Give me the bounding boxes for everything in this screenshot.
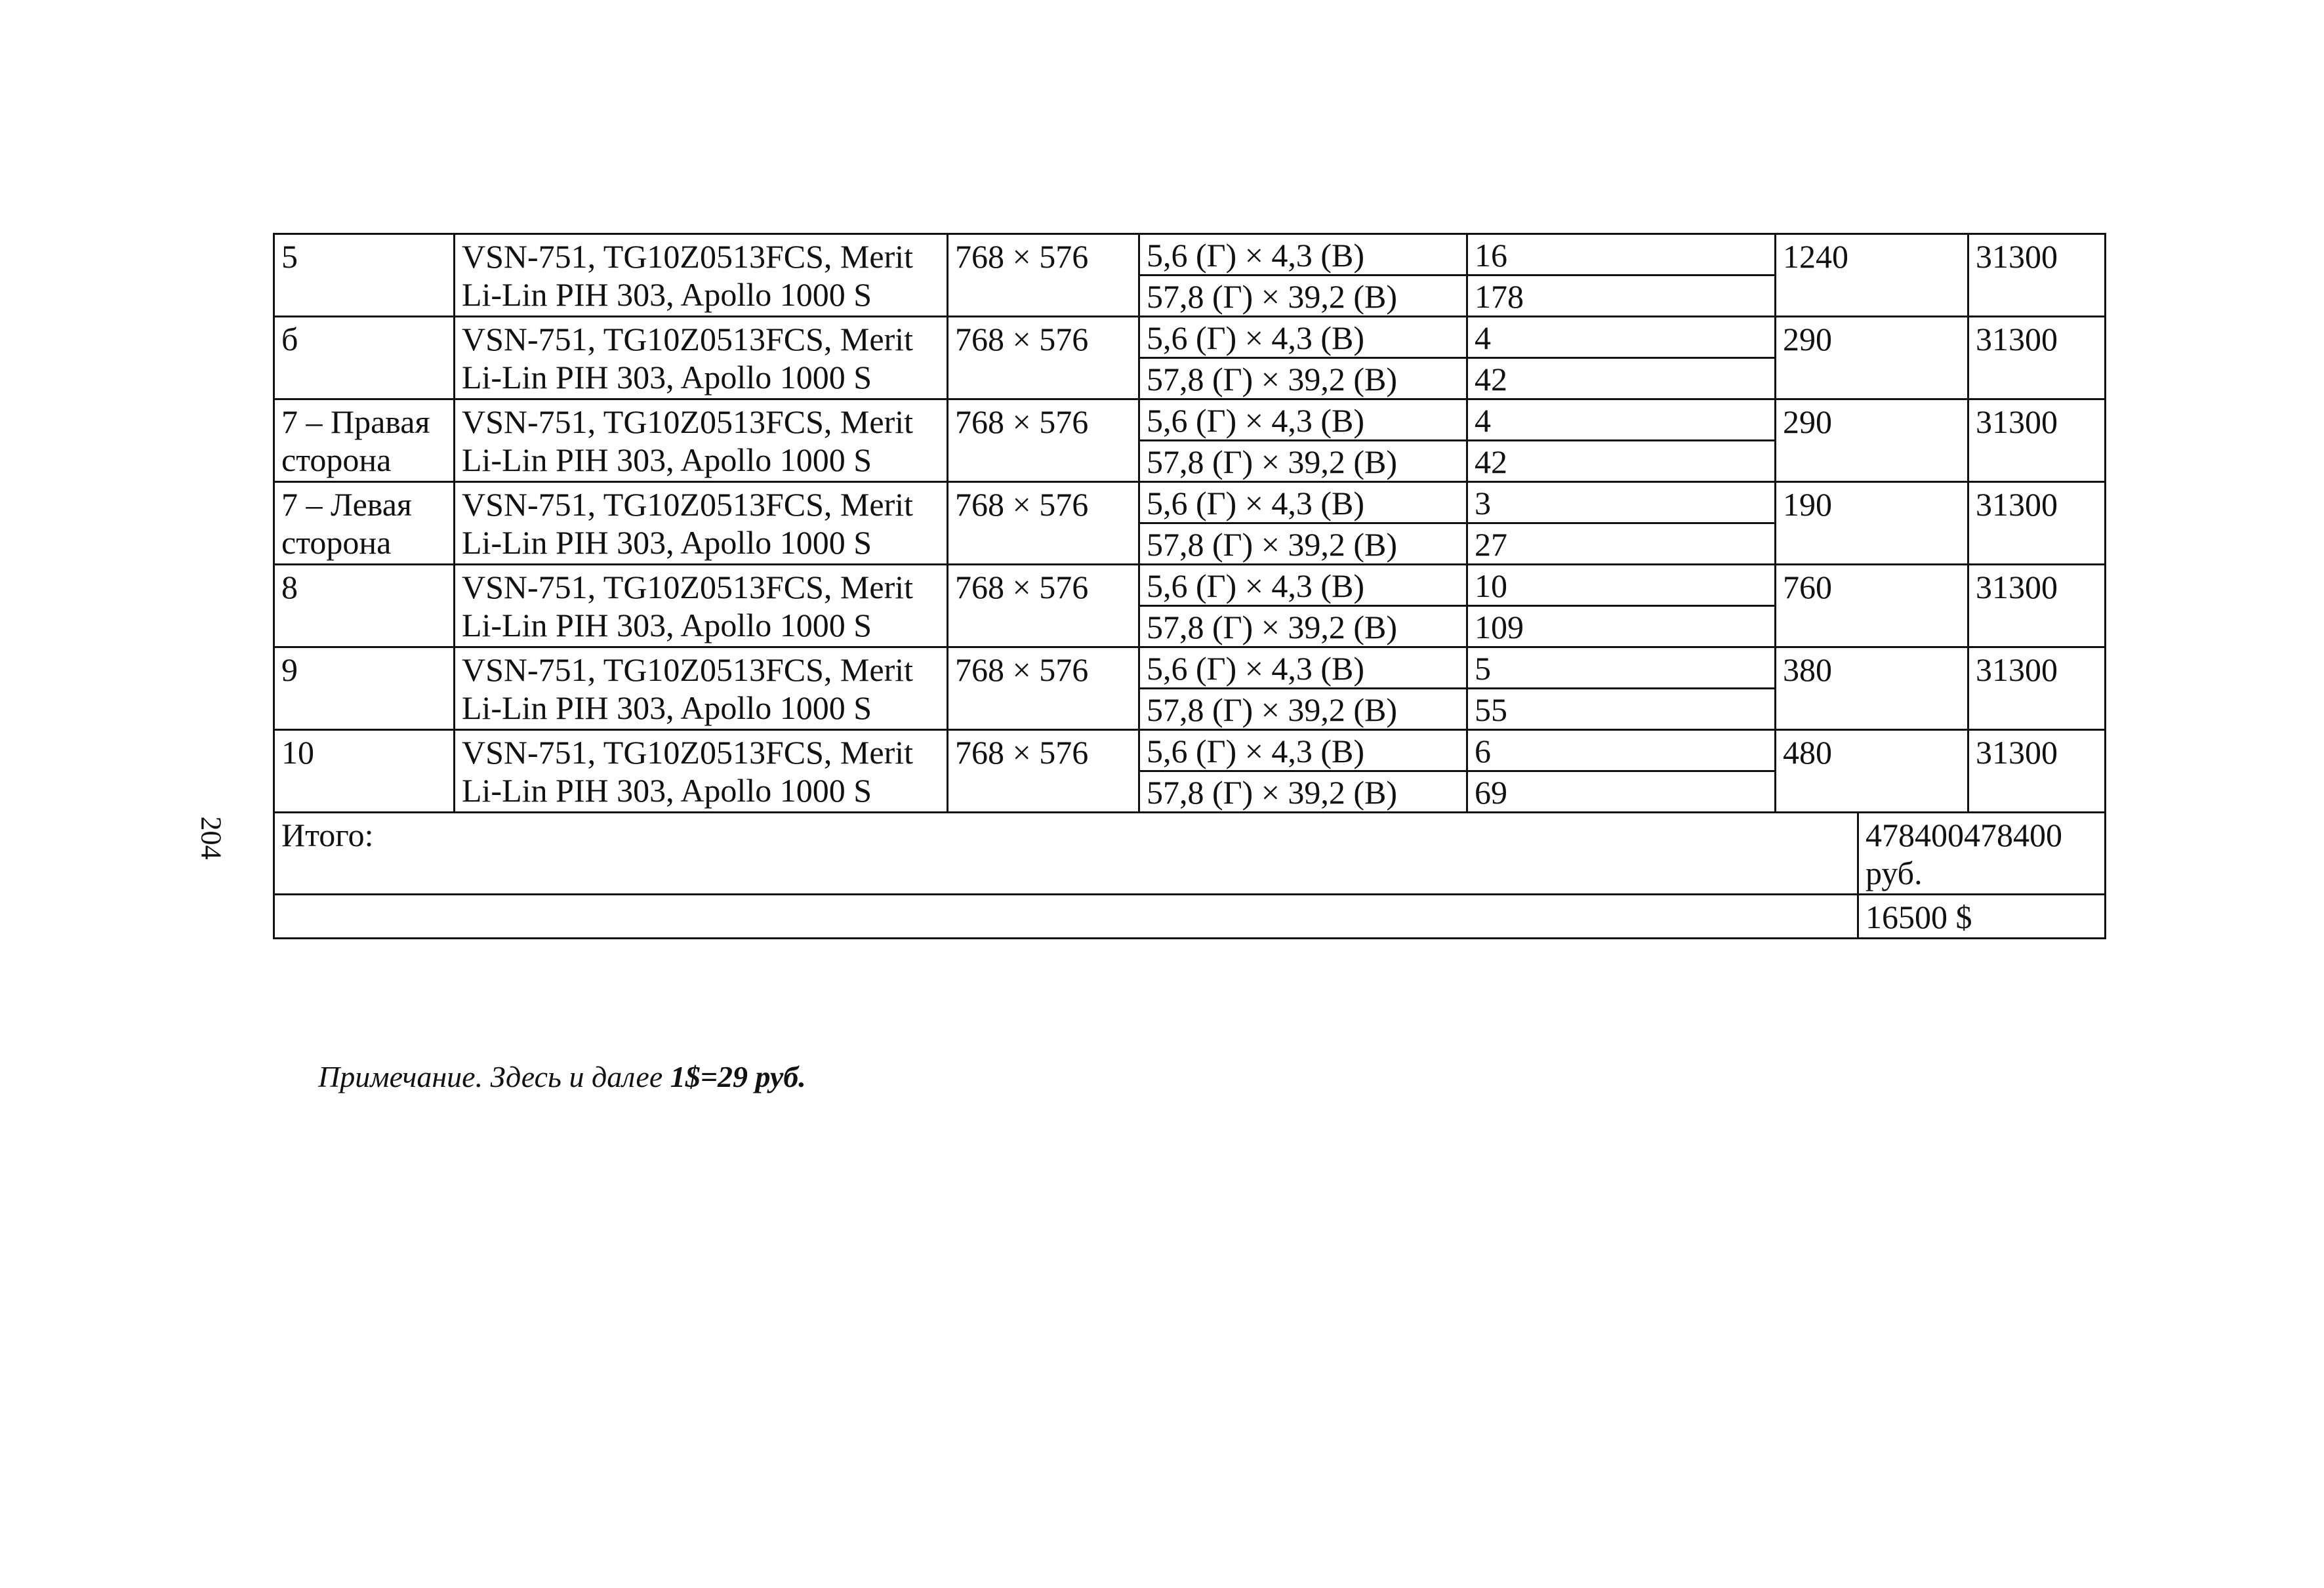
resolution-cell: 768 × 576 — [948, 730, 1139, 813]
footnote — [318, 1059, 806, 1094]
cameras-cell: VSN-751, TG10Z0513FCS, Merit Li-Lin PIH 303, Apollo 1000 S — [455, 317, 948, 399]
cameras-cell: VSN-751, TG10Z0513FCS, Merit Li-Lin PIH 303, Apollo 1000 S — [455, 399, 948, 482]
table-row — [274, 234, 2106, 275]
total-usd-row — [274, 895, 2106, 939]
lens-cell: 57,8 (Г) × 39,2 (В) — [1139, 771, 1467, 813]
cameras-cell: VSN-751, TG10Z0513FCS, Merit Li-Lin PIH 303, Apollo 1000 S — [455, 730, 948, 813]
qty-cell: 55 — [1467, 689, 1776, 730]
qty-cell: 10 — [1467, 565, 1776, 606]
zone-cell: 9 — [274, 647, 455, 730]
price-cell: 31300 — [1968, 234, 2106, 317]
count-cell: 1240 — [1776, 234, 1968, 317]
resolution-cell: 768 × 576 — [948, 399, 1139, 482]
cameras-cell: VSN-751, TG10Z0513FCS, Merit Li-Lin PIH 303, Apollo 1000 S — [455, 234, 948, 317]
lens-cell: 5,6 (Г) × 4,3 (В) — [1139, 234, 1467, 275]
lens-cell: 57,8 (Г) × 39,2 (В) — [1139, 358, 1467, 399]
count-cell: 290 — [1776, 317, 1968, 399]
resolution-cell: 768 × 576 — [948, 647, 1139, 730]
qty-cell: 27 — [1467, 523, 1776, 565]
lens-cell: 57,8 (Г) × 39,2 (В) — [1139, 523, 1467, 565]
price-cell: 31300 — [1968, 647, 2106, 730]
table-row — [274, 482, 2106, 523]
qty-cell: 16 — [1467, 234, 1776, 275]
qty-cell: 4 — [1467, 399, 1776, 441]
total-row — [274, 813, 2106, 895]
total-rub: 478400478400 руб. — [1858, 813, 2106, 895]
table-row — [274, 647, 2106, 689]
qty-cell: 178 — [1467, 275, 1776, 317]
table-row — [274, 730, 2106, 771]
qty-cell: 109 — [1467, 606, 1776, 647]
zone-cell: 7 – Левая сторона — [274, 482, 455, 565]
qty-cell: 3 — [1467, 482, 1776, 523]
zone-cell: 10 — [274, 730, 455, 813]
qty-cell: 4 — [1467, 317, 1776, 358]
price-cell: 31300 — [1968, 399, 2106, 482]
cameras-cell: VSN-751, TG10Z0513FCS, Merit Li-Lin PIH 303, Apollo 1000 S — [455, 647, 948, 730]
resolution-cell: 768 × 576 — [948, 565, 1139, 647]
footnote-rate: 1$=29 руб. — [670, 1060, 806, 1093]
cameras-cell: VSN-751, TG10Z0513FCS, Merit Li-Lin PIH 303, Apollo 1000 S — [455, 482, 948, 565]
count-cell: 480 — [1776, 730, 1968, 813]
qty-cell: 42 — [1467, 358, 1776, 399]
cameras-cell: VSN-751, TG10Z0513FCS, Merit Li-Lin PIH 303, Apollo 1000 S — [455, 565, 948, 647]
equipment-table — [273, 233, 2106, 939]
total-empty-cell — [274, 895, 1858, 939]
lens-cell: 5,6 (Г) × 4,3 (В) — [1139, 565, 1467, 606]
zone-cell: 5 — [274, 234, 455, 317]
lens-cell: 57,8 (Г) × 39,2 (В) — [1139, 275, 1467, 317]
resolution-cell: 768 × 576 — [948, 317, 1139, 399]
count-cell: 380 — [1776, 647, 1968, 730]
total-usd: 16500 $ — [1858, 895, 2106, 939]
total-label: Итого: — [274, 813, 1858, 895]
lens-cell: 5,6 (Г) × 4,3 (В) — [1139, 317, 1467, 358]
qty-cell: 5 — [1467, 647, 1776, 689]
zone-cell: 8 — [274, 565, 455, 647]
price-cell: 31300 — [1968, 482, 2106, 565]
lens-cell: 57,8 (Г) × 39,2 (В) — [1139, 441, 1467, 482]
zone-cell: б — [274, 317, 455, 399]
table-row — [274, 399, 2106, 441]
price-cell: 31300 — [1968, 565, 2106, 647]
count-cell: 290 — [1776, 399, 1968, 482]
lens-cell: 5,6 (Г) × 4,3 (В) — [1139, 647, 1467, 689]
resolution-cell: 768 × 576 — [948, 482, 1139, 565]
price-cell: 31300 — [1968, 730, 2106, 813]
lens-cell: 57,8 (Г) × 39,2 (В) — [1139, 689, 1467, 730]
footnote-prefix: Примечание. Здесь и далее — [318, 1060, 670, 1093]
price-cell: 31300 — [1968, 317, 2106, 399]
lens-cell: 5,6 (Г) × 4,3 (В) — [1139, 730, 1467, 771]
count-cell: 190 — [1776, 482, 1968, 565]
qty-cell: 6 — [1467, 730, 1776, 771]
table-body — [274, 234, 2106, 939]
qty-cell: 69 — [1467, 771, 1776, 813]
resolution-cell: 768 × 576 — [948, 234, 1139, 317]
table-row — [274, 565, 2106, 606]
table-row — [274, 317, 2106, 358]
lens-cell: 5,6 (Г) × 4,3 (В) — [1139, 482, 1467, 523]
page-number: 204 — [195, 816, 228, 860]
count-cell: 760 — [1776, 565, 1968, 647]
lens-cell: 57,8 (Г) × 39,2 (В) — [1139, 606, 1467, 647]
zone-cell: 7 – Правая сторона — [274, 399, 455, 482]
lens-cell: 5,6 (Г) × 4,3 (В) — [1139, 399, 1467, 441]
qty-cell: 42 — [1467, 441, 1776, 482]
